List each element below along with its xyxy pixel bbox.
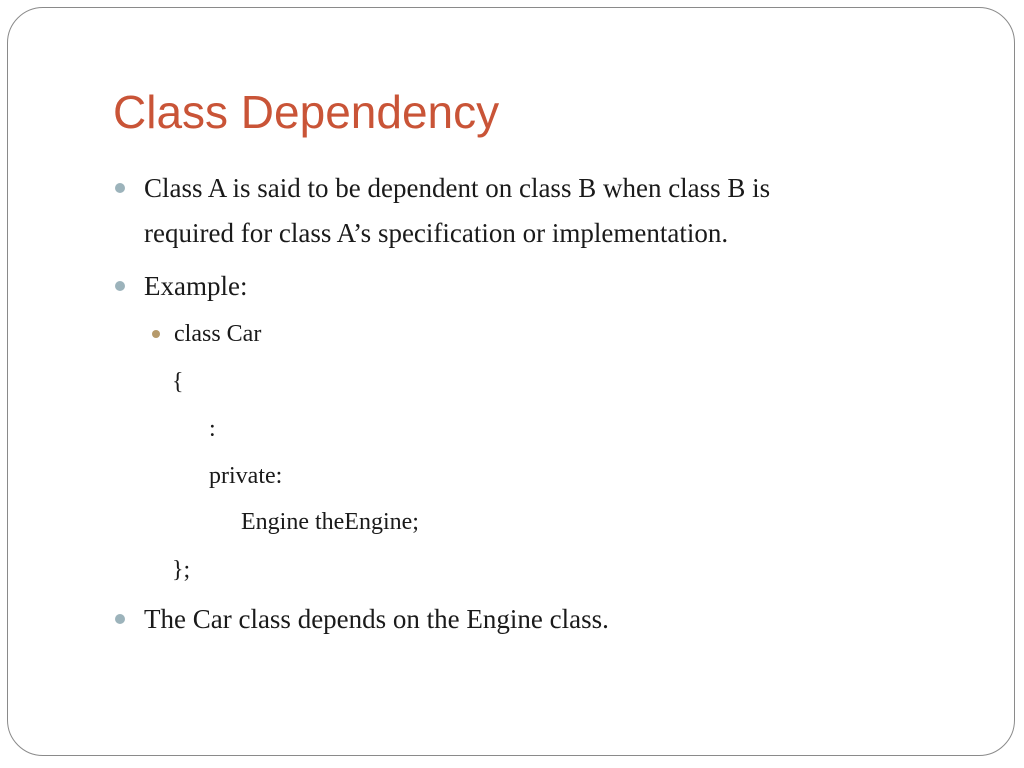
- code-line-5: Engine theEngine;: [241, 509, 419, 535]
- sub-bullet-dot-icon: [152, 330, 160, 338]
- code-line-4: private:: [209, 463, 283, 489]
- bullet-1-line-1: Class A is said to be dependent on class B when class B is: [144, 173, 771, 203]
- slide-title: Class Dependency: [113, 86, 500, 138]
- code-line-2: {: [172, 369, 184, 395]
- bullet-dot-icon: [115, 614, 125, 624]
- code-line-6: };: [172, 557, 191, 583]
- bullet-3-line-1: The Car class depends on the Engine class.: [144, 604, 609, 634]
- bullet-dot-icon: [115, 183, 125, 193]
- code-line-3: :: [209, 416, 216, 442]
- bullet-1-line-2: required for class A’s specification or implementation.: [144, 218, 729, 248]
- bullet-2-line-1: Example:: [144, 271, 248, 301]
- code-line-1: class Car: [174, 321, 262, 347]
- bullet-dot-icon: [115, 281, 125, 291]
